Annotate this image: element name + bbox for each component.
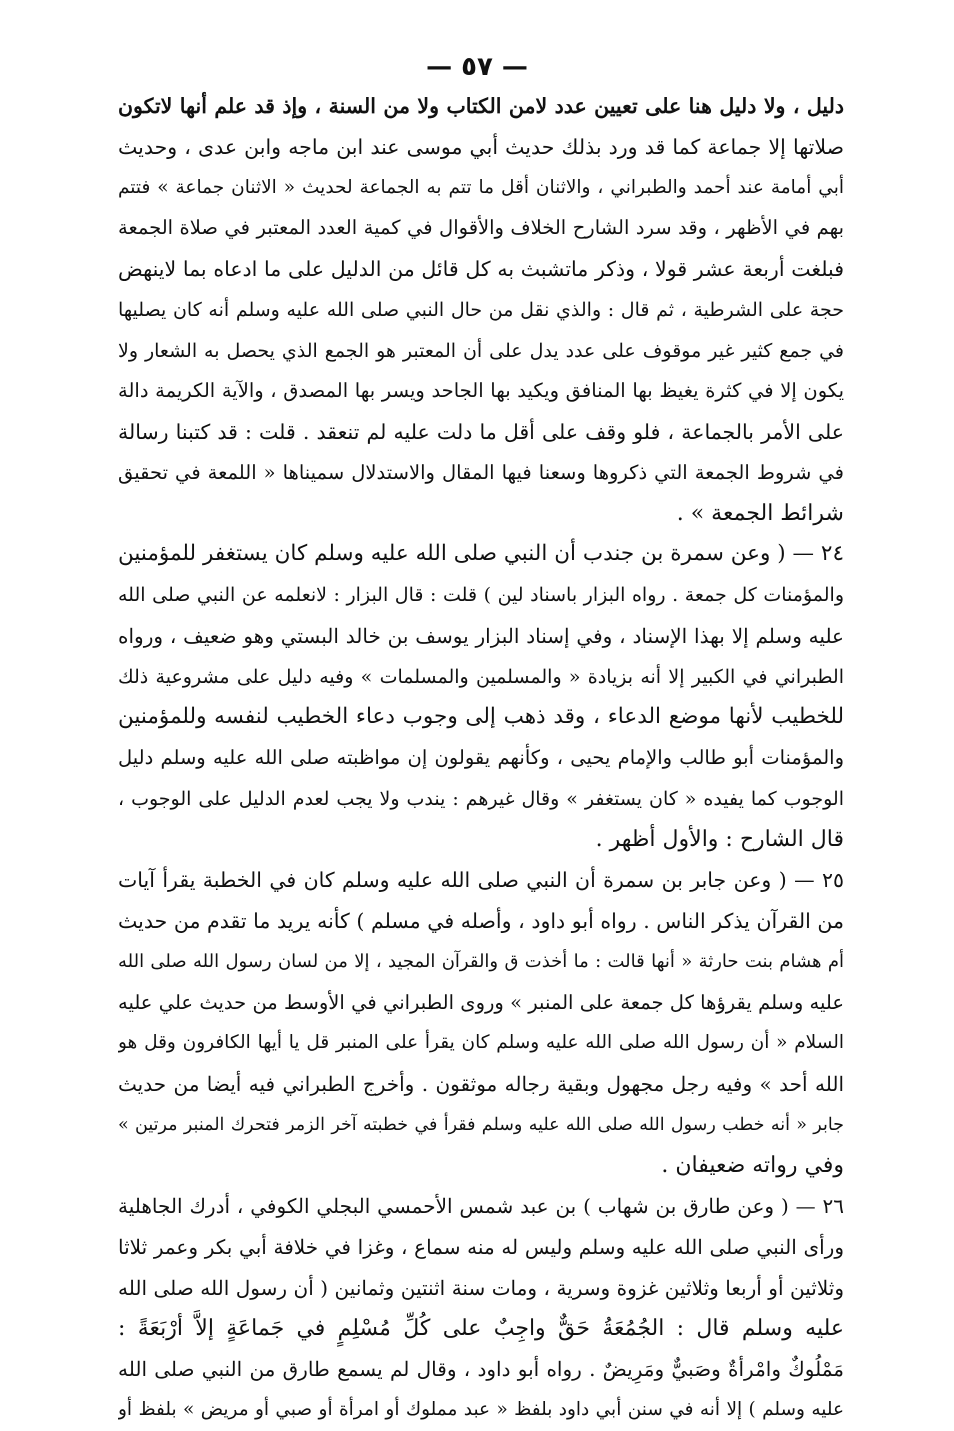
hadith-24-start: ٢٤ — ( وعن سمرة بن جندب أن النبي صلى الله عليه وسلم كان يستغفر للمؤمنين: [118, 541, 844, 567]
text-line: قال الشارح : والأول أظهر .: [595, 826, 844, 852]
text-line: عليه وسلم ) إلا أنه في سنن أبي داود بلفظ « عبد مملوك أو امرأة أو صبي أو مريض » بلفظ أو: [118, 1399, 844, 1420]
text-line: شرائط الجمعة » .: [676, 500, 844, 526]
text-line: الوجوب كما يفيده « كان يستغفر » وقال غيرهم : يندب ولا يجب لعدم الدليل على الوجوب ،: [118, 787, 844, 810]
text-line: في جمع كثير غير موقوف على عدد يدل على أن المعتبر هو الجمع الذي يحصل به الشعار ولا: [118, 339, 844, 362]
text-line: عليه وسلم إلا بهذا الإسناد ، وفي إسناد البزار يوسف بن خالد البستي وهو ضعيف ، ورواه: [118, 623, 844, 648]
text-line: يكون إلا في كثرة يغيظ بها المنافق ويكيد بها الجاحد ويسر بها المصدق ، والآية الكريمة دالة: [118, 379, 844, 403]
text-line: عليه وسلم يقرؤها كل جمعة على المنبر » وروى الطبراني في الأوسط من حديث علي عليه: [118, 990, 844, 1014]
text-line: السلام « أن رسول الله صلى الله عليه وسلم كان يقرأ على المنبر قل يا أيها الكافرون وقل هو: [118, 1032, 844, 1054]
text-line: مَمْلُوكٌ وامْرأةٌ وصَبيٌّ ومَرِيضٌ . رواه أبو داود ، وقال لم يسمع طارق من النبي صلى الله: [118, 1357, 844, 1382]
text-line: أم هشام بنت حارثة « أنها قالت : ما أخذت ق والقرآن المجيد ، إلا من لسان رسول الله صلى الله: [118, 950, 844, 972]
hadith-26-start: ٢٦ — ( وعن طارق بن شهاب ) بن عبد شمس الأحمسي البجلي الكوفي ، أدرك الجاهلية: [118, 1194, 844, 1219]
text-line: دليل ، ولا دليل هنا على تعيين عدد لامن الكتاب ولا من السنة ، وإذ قد علم أنها لاتكون: [118, 94, 844, 118]
text-line: بهم في الأظهر ، وقد سرد الشارح الخلاف والأقوال في كمية العدد المعتبر في صلاة الجمعة: [118, 216, 844, 240]
text-line: عليه وسلم قال : الجُمُعَةُ حَقٌّ واجِبٌ على كُلِّ مُسْلِمٍ في جَماعَةٍ إلاَّ أرْبَعَةً :: [118, 1315, 844, 1341]
text-line: الله أحد » وفيه رجل مجهول وبقية رجاله موثقون . وأخرج الطبراني فيه أيضا من حديث: [118, 1072, 844, 1096]
text-line: جابر « أنه خطب رسول الله صلى الله عليه وسلم فقرأ في خطبته آخر الزمر فتحرك المنبر مرتين »: [118, 1114, 844, 1135]
text-line: على الأمر بالجماعة ، فلو وقف على أقل ما دلت عليه لم تنعقد . قلت : قد كتبنا رسالة: [118, 420, 844, 444]
text-line: فبلغت أربعة عشر قولا ، وذكر ماتشبث به كل قائل من الدليل على ما ادعاه بما لاينهض: [118, 257, 844, 281]
hadith-25-start: ٢٥ — ( وعن جابر بن سمرة أن النبي صلى الله عليه وسلم كان في الخطبة يقرأ آيات: [118, 868, 844, 893]
text-line: والمؤمنات كل جمعة . رواه البزار باسناد لين ) قلت : قال البزار : لانعلمه عن النبي صلى الله: [118, 584, 844, 606]
page-text-body: [118, 86, 844, 1431]
text-line: والمؤمنات أبو طالب والإمام يحيى ، وكأنهم يقولون إن مواظبته صلى الله عليه وسلم دليل: [118, 746, 844, 769]
text-line: أبي أمامة عند أحمد والطبراني ، والاثنان أقل ما تتم به الجماعة لحديث « الاثنان جماعة » فتتم: [118, 176, 844, 198]
text-line: صلاتها إلا جماعة كما قد ورد بذلك حديث أبي موسى عند ابن ماجه وابن عدى ، وحديث: [118, 134, 844, 159]
text-line: ورأى النبي صلى الله عليه وسلم وليس له منه سماع ، وغزا في خلافة أبي بكر وعمر ثلاثا: [118, 1235, 844, 1259]
text-line: الطبراني في الكبير إلا أنه بزيادة « والمسلمين والمسلمات » وفيه دليل على مشروعية ذلك: [118, 665, 844, 688]
page-number: — ٥٧ —: [426, 52, 528, 82]
text-line: وفي رواته ضعيفان .: [661, 1152, 844, 1178]
text-line: في شروط الجمعة التي ذكروها وسعنا فيها المقال والاستدلال سميناها « اللمعة في تحقيق: [118, 460, 844, 484]
text-line: وثلاثين أو أربعا وثلاثين غزوة وسرية ، ومات سنة اثنتين وثمانين ( أن رسول الله صلى الله: [118, 1275, 844, 1300]
text-line: للخطيب لأنها موضع الدعاء ، وقد ذهب إلى وجوب دعاء الخطيب لنفسه وللمؤمنين: [118, 704, 844, 730]
text-line: من القرآن يذكر الناس . رواه أبو داود ، وأصله في مسلم ) كأنه يريد ما تقدم من حديث: [118, 909, 844, 933]
text-line: حجة على الشرطية ، ثم قال : والذي نقل من حال النبي صلى الله عليه وسلم أنه كان يصليها: [118, 298, 844, 321]
